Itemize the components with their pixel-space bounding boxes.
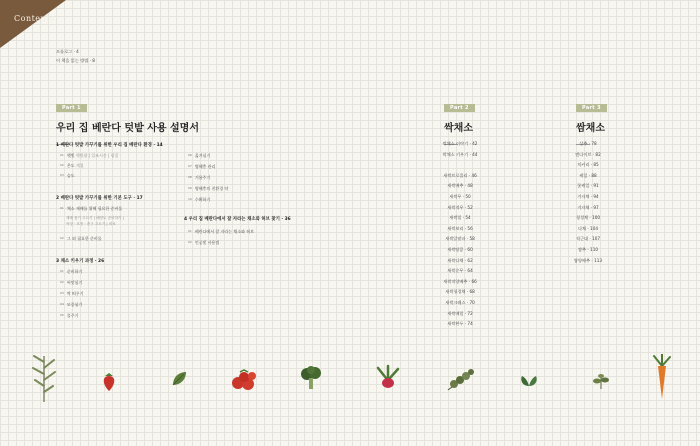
section-1-item[interactable]: $^{03}$ 습도 [60,173,75,178]
part3-item[interactable]: 상추 · 78 [579,141,597,146]
part3-item[interactable]: 적근대 · 107 [575,236,601,242]
part2-item[interactable]: 새싹메밀 · 72 [447,310,473,316]
part2-item[interactable]: 새싹크레스 · 70 [445,299,475,305]
section-3-item[interactable]: $^{06}$ 옮겨심기 [188,153,211,158]
part2-item[interactable]: 새싹보리 · 56 [447,225,473,231]
part1-badge: Part 1 [56,104,87,112]
part2-item[interactable]: 새싹적무 · 52 [447,204,473,210]
section-3-item[interactable]: $^{01}$ 준비하기 [60,269,83,274]
part2-item[interactable]: 새싹무 · 50 [449,193,471,199]
section-1-item[interactable]: $^{02}$ 온도 계절 [60,163,84,168]
basil-icon [592,372,610,390]
section-2-item[interactable]: $^{01}$ 채소 재배를 위해 필요한 준비물 [60,206,123,211]
section-1-title[interactable]: 1 베란다 텃밭 가꾸기를 위한 우리 집 베란다 환경 · 14 [56,143,163,148]
part3-title[interactable]: 쌈채소 [576,123,605,134]
part2-item[interactable]: 새싹알팔파 · 58 [445,236,475,242]
part3-item[interactable]: 청경채 · 100 [575,215,601,221]
part2-title[interactable]: 싹채소 [444,123,473,134]
part2-item[interactable]: 새싹청경채 · 68 [445,289,475,295]
part2-item[interactable]: 새싹완두 · 74 [447,321,473,327]
carrot-icon [650,354,674,400]
part3-item[interactable]: 꽃케일 · 91 [577,183,599,189]
kale-sprig-icon [444,366,478,394]
part2-item[interactable]: 새싹순무 · 64 [447,268,473,274]
part3-item[interactable]: 겨자채 · 97 [577,204,599,210]
intro-list [56,47,95,65]
section-4-title[interactable]: 4 우리 집 베란다에서 잘 자라는 채소와 허브 찾기 · 36 [184,217,291,222]
section-3-item[interactable]: $^{02}$ 씨앗심기 [60,280,83,285]
rosemary-icon [28,352,60,402]
section-2-item[interactable]: $^{02}$ 그 외 필요한 준비물 [60,236,102,241]
contents-corner-tab [0,0,74,50]
cherry-tomatoes-icon [230,368,258,392]
radish-icon [374,364,402,390]
part2-item[interactable]: 새싹배추 · 48 [447,183,473,189]
part3-item-list [548,139,628,266]
part2-header [444,94,475,145]
section-3-item[interactable]: $^{07}$ 병해충 관리 [188,164,216,169]
part3-item[interactable]: 케일 · 88 [579,172,597,178]
part3-item[interactable]: 쌈양배추 · 113 [573,257,603,263]
section-3-title[interactable]: 3 채소 키우기 과정 · 26 [56,259,105,264]
section-4-item[interactable]: $^{02}$ 인공빛 사용법 [188,240,220,245]
strawberry-icon [100,372,118,392]
part3-badge: Part 3 [576,104,607,112]
part2-item[interactable]: 새싹브로콜리 · 46 [443,172,477,178]
section-2-title[interactable]: 2 베란다 텃밭 가꾸기를 위한 기본 도구 · 17 [56,196,143,201]
intro-how-to-read[interactable]: 이 책을 읽는 방법 · 8 [56,58,95,63]
leaf-icon [170,370,188,388]
part2-badge: Part 2 [444,104,475,112]
section-2-subnote: 재배 용기 고르기 | 배양토 준비하기 | [66,216,124,220]
part1-title[interactable]: 우리 집 베란다 텃밭 사용 설명서 [56,123,199,134]
section-3-item[interactable]: $^{10}$ 수확하기 [188,197,211,202]
part3-header [576,94,607,145]
section-3-item[interactable]: $^{09}$ 병해충의 친환경 약 [188,186,229,191]
section-1-item[interactable]: $^{01}$ 햇빛 햇빛량 | 일조시간 | 광질 [60,153,119,158]
part3-item[interactable]: 쌈추 · 110 [577,246,599,252]
part3-item[interactable]: 엔다이브 · 82 [575,151,601,157]
intro-prologue[interactable]: 프롤로그 · 4 [56,49,79,54]
section-3-item[interactable]: $^{05}$ 물주기 [60,313,79,318]
part2-item[interactable]: 새싹땅콩 · 60 [447,246,473,252]
part2-item[interactable]: 새싹적양배추 · 66 [443,278,477,284]
part2-spacer [420,160,500,171]
section-3-item[interactable]: $^{04}$ 모종심기 [60,302,83,307]
section-2-subnote: 씨앗 · 모종 · 종구 고르기 | 비료 [66,222,116,226]
part2-item[interactable]: 싹채소 키우기 · 44 [442,151,478,157]
part3-item[interactable]: 다채 · 104 [577,225,599,231]
part2-item[interactable]: 싹채소 이야기 · 42 [442,141,478,146]
part2-item-list [420,139,500,330]
broccoli-icon [300,366,322,390]
contents-label: Contents [14,14,55,23]
part3-item[interactable]: 겨자채 · 94 [577,193,599,199]
section-3-item[interactable]: $^{08}$ 거름주기 [188,175,211,180]
herb-sprout-icon [518,372,540,388]
part2-item[interactable]: 새싹밀 · 54 [449,215,471,221]
part3-item[interactable]: 치커리 · 85 [577,162,599,168]
part2-item[interactable]: 새싹다채 · 62 [447,257,473,263]
section-3-item[interactable]: $^{03}$ 싹 띄우기 [60,291,84,296]
part1-header [56,94,199,145]
section-4-item[interactable]: $^{01}$ 베란다에서 잘 자라는 채소와 허브 [188,229,255,234]
